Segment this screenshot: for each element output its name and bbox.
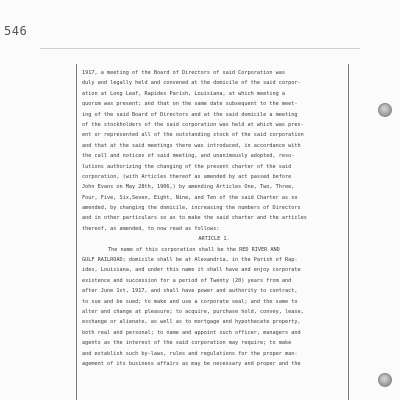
text-line: amended, by changing the domicile, increasing the numbers of Directors (82, 205, 301, 212)
text-line: after June 1st, 1917, and shall have power and authority to contract, (82, 288, 298, 295)
text-line: Four, Five, Six,Seven, Eight, Nine, and Ten of the said Charter as so (82, 194, 298, 201)
text-line: The name of this corporation shall be the RED RIVER AND (108, 246, 280, 253)
text-line: and that at the said meetings there was introduced, in accordance with (82, 142, 301, 149)
text-line: ation at Long Leaf, Rapides Parish, Louisiana, at which meeting a (82, 90, 286, 97)
text-line: thereof, as amended, to now read as follows: (82, 225, 220, 232)
text-line: ent or represented all of the outstanding stock of the said corporation (82, 132, 304, 139)
text-line: ing of the said Board of Directors and at the said domicile a meeting (82, 111, 298, 118)
text-line: the call and notices of said meeting, and unanimously adopted, reso- (82, 153, 295, 160)
text-line: and establish such by-laws, rules and regulations for the proper man- (82, 350, 298, 357)
text-line: ides, Louisiana, and under this name it shall have and enjoy corporate (82, 267, 301, 274)
document-body (82, 68, 346, 369)
text-line: both real and personal; to name and appoint such officer, managers and (82, 329, 301, 336)
right-margin-rule (348, 64, 349, 400)
text-line: corporation, (with Articles thereof as amended by act passed before (82, 173, 292, 180)
text-line: of the stockholders of the said corporation was held at which was pres- (82, 121, 304, 128)
text-line: John Evans on May 28th, 1906,) by amending Articles One, Two, Three, (82, 184, 295, 191)
text-line: existence and succession for a period of Twenty (20) years from and (82, 277, 292, 284)
left-margin-rule (76, 64, 77, 400)
text-line: alter and change at pleasure; to acquire, purchase hold, convey, lease, (82, 308, 304, 315)
text-line: exchange or alienate, as well as to mortgage and hypothecate property, (82, 319, 301, 326)
text-line: quorum was present; and that on the same date subsequent to the meet- (82, 101, 298, 108)
text-line: to sue and be sued; to make and use a corporate seal; and the same to (82, 298, 298, 305)
binder-hole-top (378, 103, 392, 117)
text-line: GULF RAILROAD; domicile shall be at Alexandria, in the Parish of Rap- (82, 257, 298, 264)
text-line: lutions authorizing the changing of the present charter of the said (82, 163, 292, 170)
page-number: 546 (4, 24, 28, 38)
text-line: 1917, a meeting of the Board of Directors of said Corporation was (82, 70, 286, 76)
top-divider (40, 48, 360, 49)
text-line: agents as the interest of the said corporation may require; to make (82, 340, 292, 347)
binder-hole-bottom (378, 373, 392, 387)
article-heading: ARTICLE 1. (198, 236, 230, 243)
text-line: duly and legally held and convened at the domicile of the said corpor- (82, 80, 301, 87)
text-line: agement of its business affairs as may be necessary and proper and the (82, 360, 301, 367)
text-line: and in other particulars so as to make the said charter and the articles (82, 215, 307, 222)
